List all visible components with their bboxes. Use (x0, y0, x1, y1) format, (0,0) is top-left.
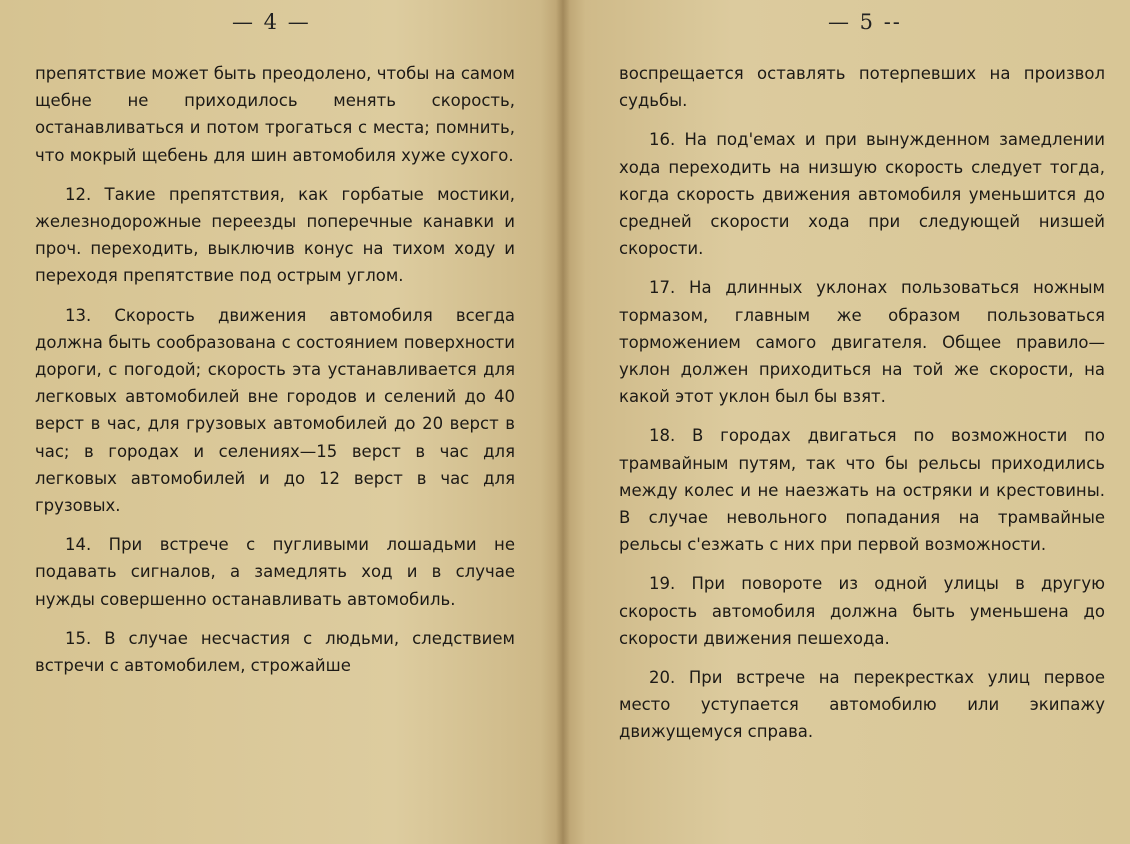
paragraph: 16. На под'емах и при вынужденном замедлении хода переходить на низшую скорость следует тогда, когда скорость движения автомобиля уменьшится до средней скорости хода при следующей низшей скорости. (619, 130, 1105, 259)
paragraph: 13. Скорость движения автомобиля всегда должна быть сообразована с состоянием поверхности дороги, с погодой; скорость эта устанавливается для легковых автомобилей вне городов и селений до 40 верст в час, для грузовых автомобилей до 20 верст в час; в городах и селениях—15 верст в час для легковых автомобилей и до 12 верст в час для грузовых. (35, 305, 515, 516)
paragraph: 15. В случае несчастия с людьми, следствием встречи с автомобилем, строжайше (35, 628, 515, 676)
paragraph: 18. В городах двигаться по возможности по трамвайным путям, так что бы рельсы приходились между колес и не наезжать на остряки и крестовины. В случае невольного попадания на трамвайные рельсы с'езжать с них при первой возможности. (619, 426, 1105, 555)
left-page (0, 0, 563, 844)
book-gutter (556, 0, 570, 844)
page-number-right: — 5 -- (828, 10, 902, 34)
page-number-left: — 4 — (232, 10, 311, 34)
paragraph: 20. При встрече на перекрестках улиц первое место уступается автомобилю или экипажу движущемуся справа. (619, 668, 1105, 742)
right-page-text (619, 60, 1105, 758)
paragraph: 19. При повороте из одной улицы в другую скорость автомобиля должна быть уменьшена до скорости движения пешехода. (619, 574, 1105, 648)
paragraph: препятствие может быть преодолено, чтобы на самом щебне не приходилось менять скорость, останавливаться и потом трогаться с места; помнить, что мокрый щебень для шин автомобиля хуже сухого. (35, 64, 515, 165)
right-page (563, 0, 1130, 844)
left-page-text (35, 60, 515, 691)
paragraph: 14. При встрече с пугливыми лошадьми не подавать сигналов, а замедлять ход и в случае нужды совершенно останавливать автомобиль. (35, 535, 515, 609)
paragraph: 12. Такие препятствия, как горбатые мостики, железнодорожные переезды поперечные канавки и проч. переходить, выключив конус на тихом ходу и переходя препятствие под острым углом. (35, 184, 515, 286)
paragraph: 17. На длинных уклонах пользоваться ножным тормазом, главным же образом пользоваться торможением самого двигателя. Общее правило—уклон должен приходиться на той же скорости, на какой этот уклон был бы взят. (619, 278, 1105, 407)
paragraph: воспрещается оставлять потерпевших на произвол судьбы. (619, 64, 1105, 111)
